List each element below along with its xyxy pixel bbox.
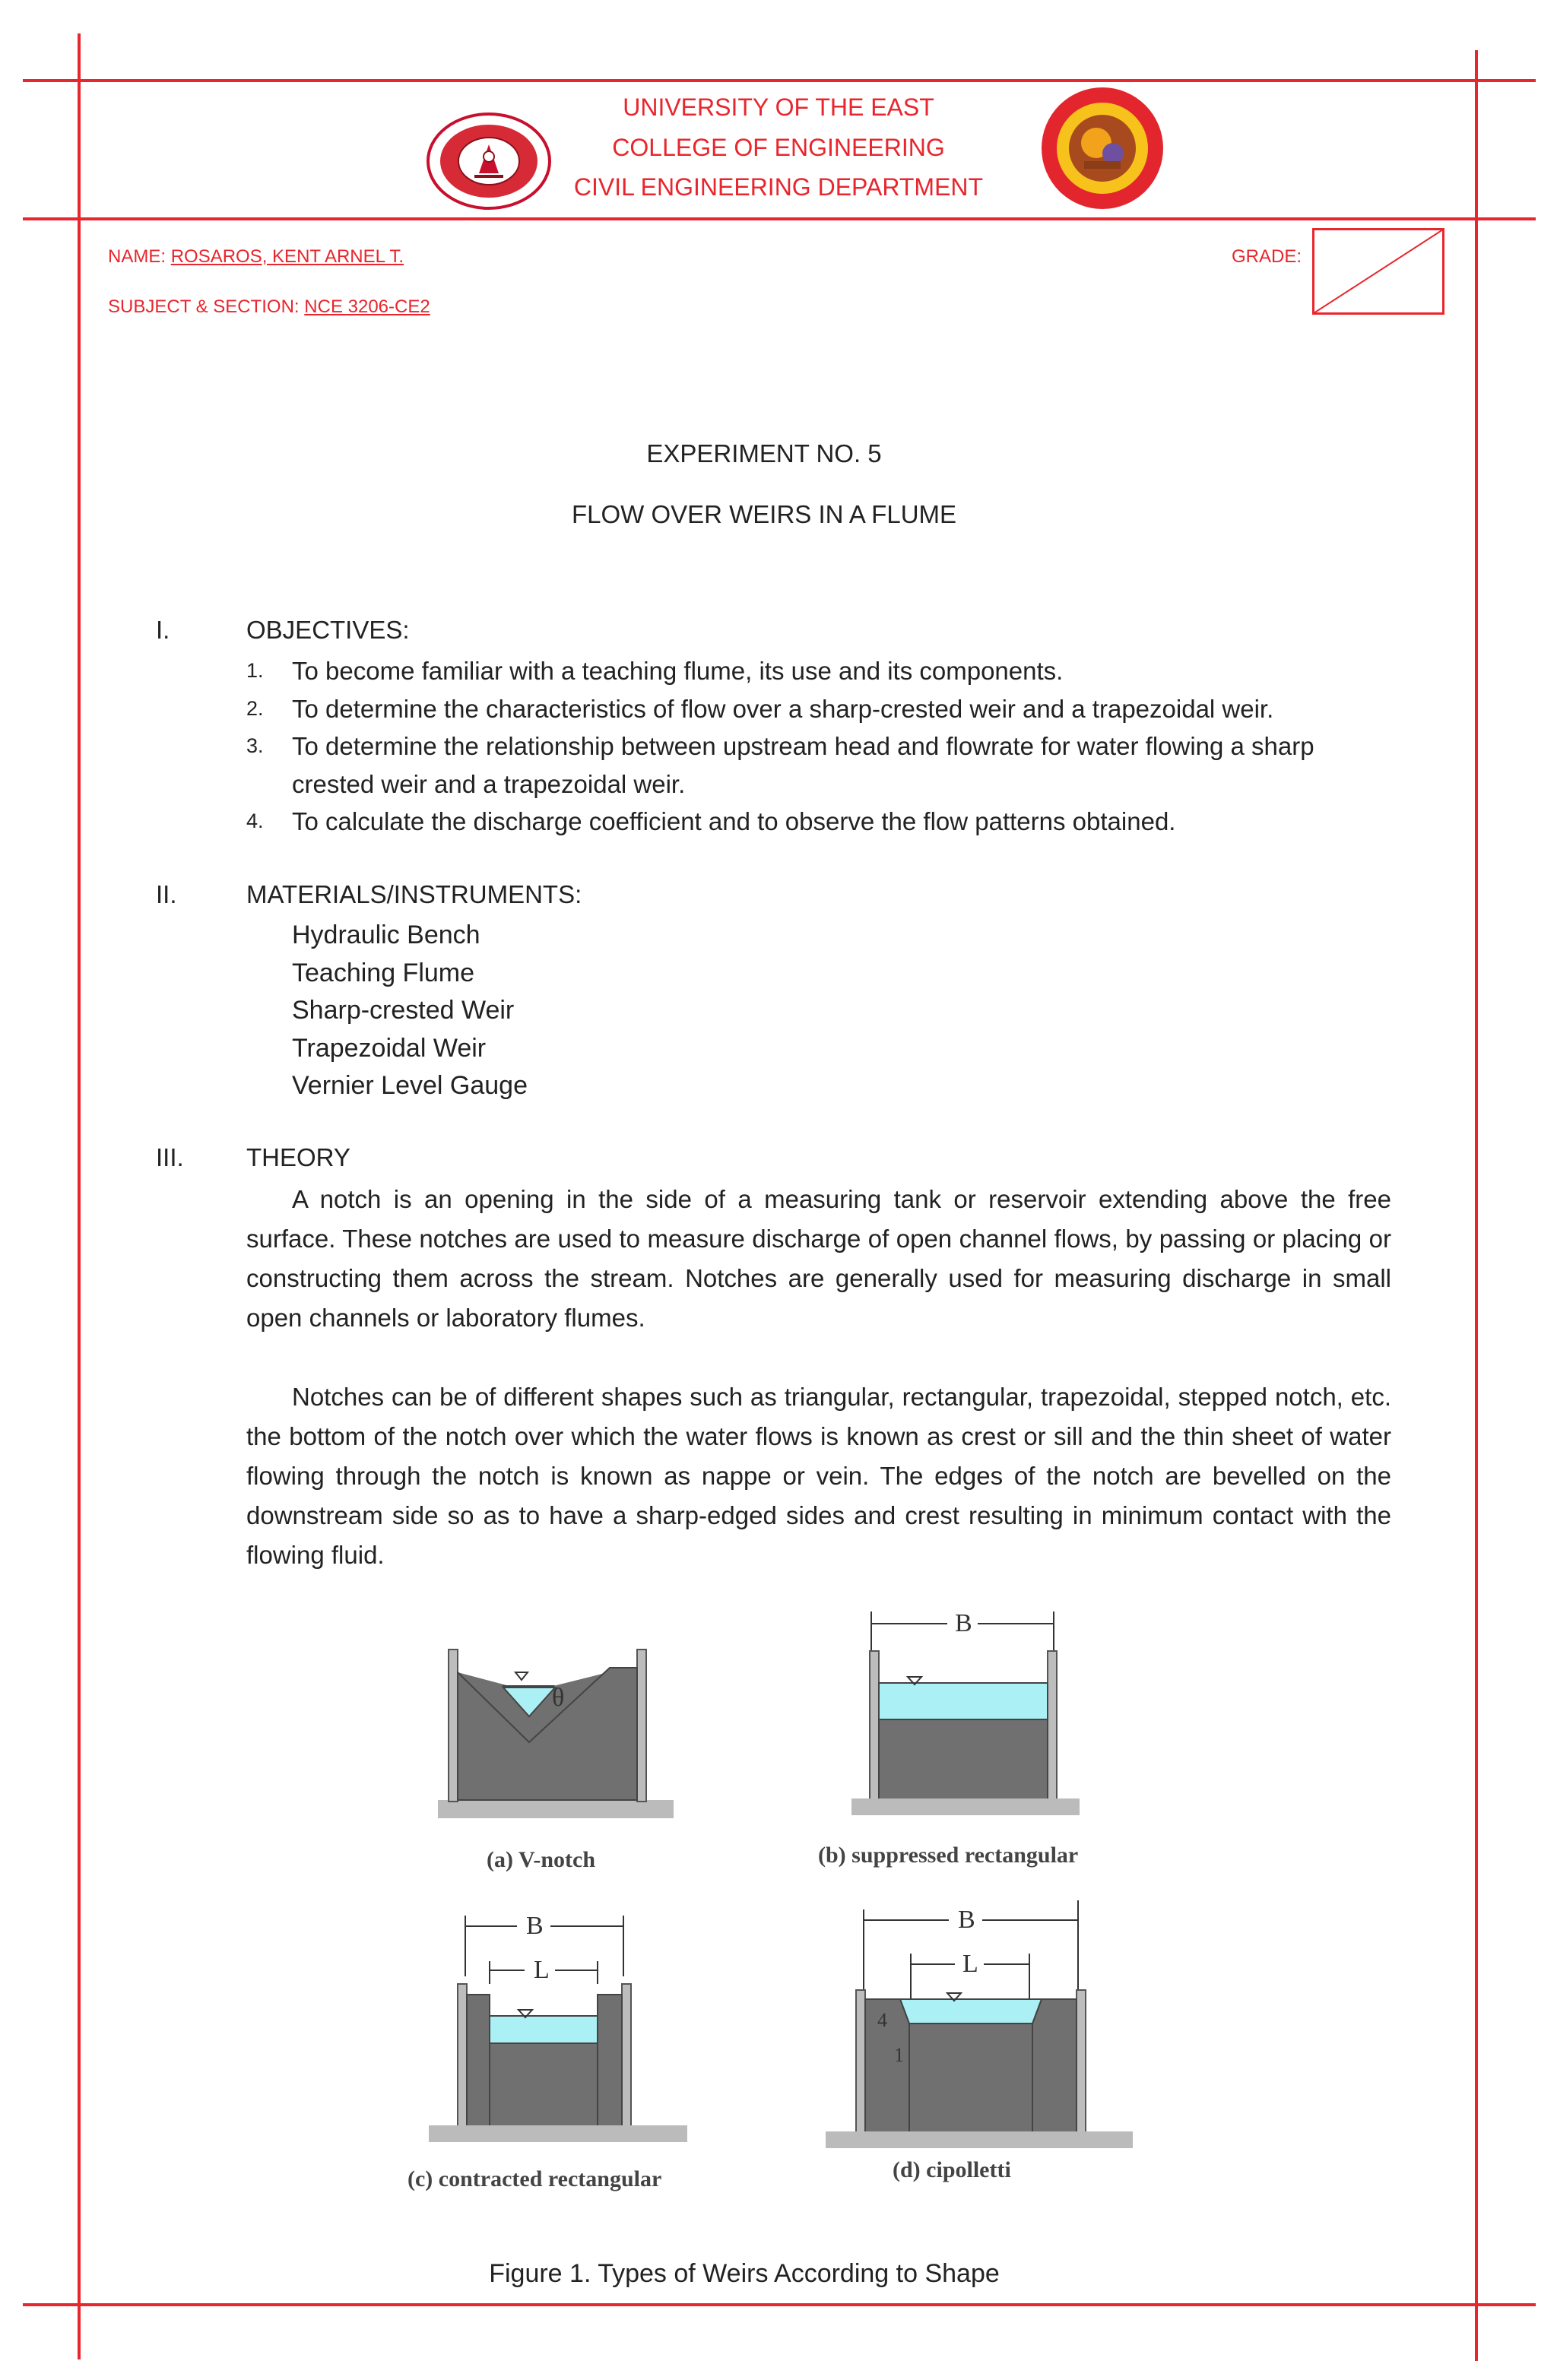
theory-number: III. (156, 1143, 184, 1171)
list-item (246, 803, 1394, 841)
figure-label-b: (b) suppressed rectangular (818, 1843, 1079, 1868)
list-item (246, 727, 1394, 803)
figure-caption: Figure 1. Types of Weirs According to Shape (489, 2259, 1000, 2288)
figure-cipolletti (821, 1893, 1140, 2197)
materials-heading: MATERIALS/INSTRUMENTS: (246, 880, 582, 908)
name-label: NAME: (108, 246, 171, 267)
list-item-text: To calculate the discharge coefficient and to observe the flow patterns obtained. (292, 807, 1176, 835)
figure-suppressed-rectangular (806, 1604, 1110, 1878)
materials-list (292, 917, 528, 1105)
theory-paragraph-2: Notches can be of different shapes such as triangular, rectangular, trapezoidal, stepped notch, etc. the bottom of the notch over which the water flows is known as crest or sill and the thin sheet of water flowing through the notch is known as nappe or vein. The edges of the notch are bevelled on the downstream side so as to have a sharp-edged sides and crest resulting in minimum contact with the flowing fluid. (246, 1383, 1391, 1569)
list-item: Trapezoidal Weir (292, 1033, 487, 1063)
list-item (246, 690, 1394, 728)
figure-v-notch (433, 1642, 677, 1878)
objectives-heading: OBJECTIVES: (246, 616, 410, 644)
objectives-number: I. (156, 616, 170, 644)
experiment-title: FLOW OVER WEIRS IN A FLUME (571, 500, 957, 528)
figure-label-c: (c) contracted rectangular (407, 2166, 662, 2191)
list-item-number: 1. (246, 659, 264, 682)
border-top-line (23, 79, 1536, 82)
list-item (246, 652, 1394, 690)
figure-label-d: (d) cipolletti (893, 2157, 1011, 2182)
dim-B-d: B (958, 1906, 975, 1934)
figure-label-a: (a) V-notch (487, 1847, 596, 1872)
list-item: Hydraulic Bench (292, 921, 480, 949)
list-item-text: To become familiar with a teaching flume, its use and its components. (292, 657, 1064, 685)
slope-4: 4 (877, 2009, 887, 2031)
experiment-number: EXPERIMENT NO. 5 (646, 439, 882, 467)
materials-number: II. (156, 880, 177, 908)
dim-B: B (955, 1609, 972, 1637)
dim-B-c: B (526, 1912, 544, 1940)
department-name: CIVIL ENGINEERING DEPARTMENT (573, 173, 984, 201)
list-item: Vernier Level Gauge (292, 1071, 528, 1100)
college-seal (1039, 85, 1166, 211)
list-item-number: 4. (246, 810, 264, 832)
border-header-line (23, 217, 1536, 220)
list-item: Sharp-crested Weir (292, 996, 515, 1025)
list-item-number: 2. (246, 696, 264, 720)
figure-contracted-rectangular (403, 1908, 722, 2197)
grade-box (1312, 228, 1444, 315)
dim-L-d: L (962, 1950, 978, 1978)
theta-symbol: θ (552, 1684, 565, 1712)
theory-paragraph-1: A notch is an opening in the side of a measuring tank or reservoir extending above the free surface. These notches are used to measure discharge of open channel flows, by passing or placing or constructing them across the stream. Notches are generally used for measuring discharge in small open channels or laboratory flumes. (246, 1185, 1391, 1332)
college-name: COLLEGE OF ENGINEERING (612, 134, 945, 161)
list-item: Teaching Flume (292, 958, 475, 987)
subject-value: NCE 3206-CE2 (304, 296, 430, 317)
dim-L-c: L (534, 1956, 550, 1984)
student-name-field (108, 246, 404, 268)
university-name: UNIVERSITY OF THE EAST (623, 93, 934, 121)
list-item-number: 3. (246, 734, 264, 757)
grade-label: GRADE: (1232, 246, 1302, 267)
list-item-text: To determine the relationship between upstream head and flowrate for water flowing a sharp crested weir and a trapezoidal weir. (292, 732, 1314, 798)
border-left-line (78, 33, 81, 2359)
theory-heading: THEORY (246, 1143, 350, 1171)
subject-label: SUBJECT & SECTION: (108, 296, 305, 317)
border-bottom-line (23, 2303, 1536, 2306)
subject-section-field (108, 296, 430, 318)
name-value: ROSAROS, KENT ARNEL T. (170, 246, 404, 267)
list-item-text: To determine the characteristics of flow over a sharp-crested weir and a trapezoidal weir. (292, 694, 1274, 723)
border-right-line (1475, 50, 1478, 2361)
objectives-list (246, 652, 1394, 841)
slope-1: 1 (894, 2044, 904, 2066)
